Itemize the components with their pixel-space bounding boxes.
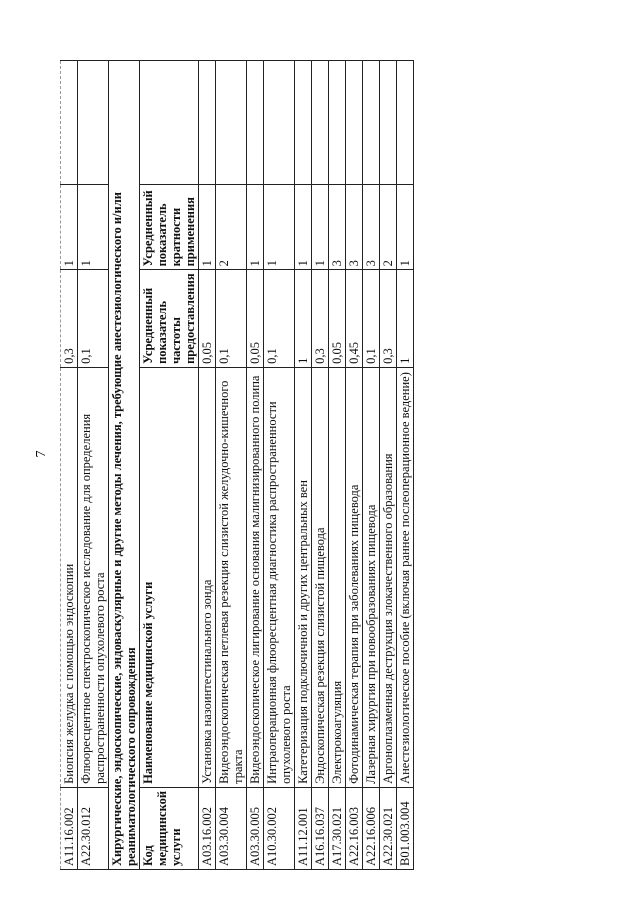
multiplicity-value: 1: [199, 185, 216, 270]
frequency-value: 0,1: [363, 270, 380, 368]
multiplicity-value: 3: [346, 185, 363, 270]
service-name: Аргоноплазменная деструкция злокачественного образования: [380, 367, 397, 787]
service-name: Электрокоагуляция: [329, 367, 346, 787]
empty-cell: [380, 61, 397, 185]
table-row: [397, 61, 414, 870]
frequency-value: 0,1: [264, 270, 295, 368]
frequency-value: 1: [295, 270, 312, 368]
multiplicity-value: 3: [363, 185, 380, 270]
frequency-value: 0,45: [346, 270, 363, 368]
service-name: Биопсия желудка с помощью эндоскопии: [61, 367, 78, 787]
frequency-value: 0,05: [329, 270, 346, 368]
table-row: [346, 61, 363, 870]
table-row: [61, 61, 78, 870]
frequency-value: 1: [397, 270, 414, 368]
service-code: A11.12.001: [295, 787, 312, 869]
empty-cell: [199, 61, 216, 185]
empty-cell: [397, 61, 414, 185]
service-name: Лазерная хирургия при новообразованиях пищевода: [363, 367, 380, 787]
service-code: A10.30.002: [264, 787, 295, 869]
services-table-container: [60, 60, 500, 870]
multiplicity-value: 1: [397, 185, 414, 270]
service-name: Видеоэндоскопическое лигирование основания малигнизированного полипа: [247, 367, 264, 787]
service-code: A22.30.012: [78, 787, 109, 869]
service-name: Установка назоинтестинального зонда: [199, 367, 216, 787]
service-name: Фотодинамическая терапия при заболеваниях пищевода: [346, 367, 363, 787]
frequency-value: 0,1: [216, 270, 247, 368]
section-title: Хирургические, эндоскопические, эндоваскулярные и другие методы лечения, требующие анестезиологического и/или реаниматологического сопровождения: [109, 61, 140, 870]
page-number: 7: [34, 450, 49, 458]
service-name: Видеоэндоскопическая петлевая резекция слизистой желудочно-кишечного тракта: [216, 367, 247, 787]
service-code: A11.16.002: [61, 787, 78, 869]
empty-cell: [140, 61, 199, 185]
section-header-row: [109, 61, 140, 870]
table-row: [247, 61, 264, 870]
table-row: [363, 61, 380, 870]
frequency-value: 0,05: [247, 270, 264, 368]
table-row: [295, 61, 312, 870]
service-code: A16.16.037: [312, 787, 329, 869]
multiplicity-value: 1: [295, 185, 312, 270]
service-name: Флюоресцентное спектроскопическое исследование для определения распространенности опухолевого роста: [78, 367, 109, 787]
service-name: Интраоперационная флюоресцентная диагностика распространенности опухолевого роста: [264, 367, 295, 787]
multiplicity-value: 3: [329, 185, 346, 270]
empty-cell: [78, 61, 109, 185]
service-code: A03.30.004: [216, 787, 247, 869]
column-header-row: [140, 61, 199, 870]
service-code: A03.30.005: [247, 787, 264, 869]
table-row: [264, 61, 295, 870]
multiplicity-value: 1: [61, 185, 78, 270]
empty-cell: [247, 61, 264, 185]
table-row: [78, 61, 109, 870]
empty-cell: [346, 61, 363, 185]
service-name: Анестезиологическое пособие (включая раннее послеоперационное ведение): [397, 367, 414, 787]
service-code: B01.003.004: [397, 787, 414, 869]
header-frequency: Усредненный показатель частоты предоставления: [140, 270, 199, 368]
empty-cell: [216, 61, 247, 185]
empty-cell: [329, 61, 346, 185]
multiplicity-value: 2: [216, 185, 247, 270]
table-row: [199, 61, 216, 870]
multiplicity-value: 1: [78, 185, 109, 270]
header-multiplicity: Усредненный показатель кратности применения: [140, 185, 199, 270]
service-name: Эндоскопическая резекция слизистой пищевода: [312, 367, 329, 787]
frequency-value: 0,3: [312, 270, 329, 368]
frequency-value: 0,3: [380, 270, 397, 368]
multiplicity-value: 2: [380, 185, 397, 270]
service-code: A22.16.003: [346, 787, 363, 869]
table-row: [380, 61, 397, 870]
table-row: [329, 61, 346, 870]
empty-cell: [295, 61, 312, 185]
table-row: [216, 61, 247, 870]
table-row: [312, 61, 329, 870]
empty-cell: [264, 61, 295, 185]
frequency-value: 0,05: [199, 270, 216, 368]
empty-cell: [363, 61, 380, 185]
service-code: A22.30.021: [380, 787, 397, 869]
service-code: A03.16.002: [199, 787, 216, 869]
frequency-value: 0,1: [78, 270, 109, 368]
multiplicity-value: 1: [247, 185, 264, 270]
empty-cell: [61, 61, 78, 185]
header-code: Код медицинской услуги: [140, 787, 199, 869]
multiplicity-value: 1: [264, 185, 295, 270]
services-table: [60, 60, 414, 870]
header-name: Наименование медицинской услуги: [140, 367, 199, 787]
service-code: A17.30.021: [329, 787, 346, 869]
service-code: A22.16.006: [363, 787, 380, 869]
multiplicity-value: 1: [312, 185, 329, 270]
empty-cell: [312, 61, 329, 185]
frequency-value: 0,3: [61, 270, 78, 368]
service-name: Катетеризация подключичной и других центральных вен: [295, 367, 312, 787]
